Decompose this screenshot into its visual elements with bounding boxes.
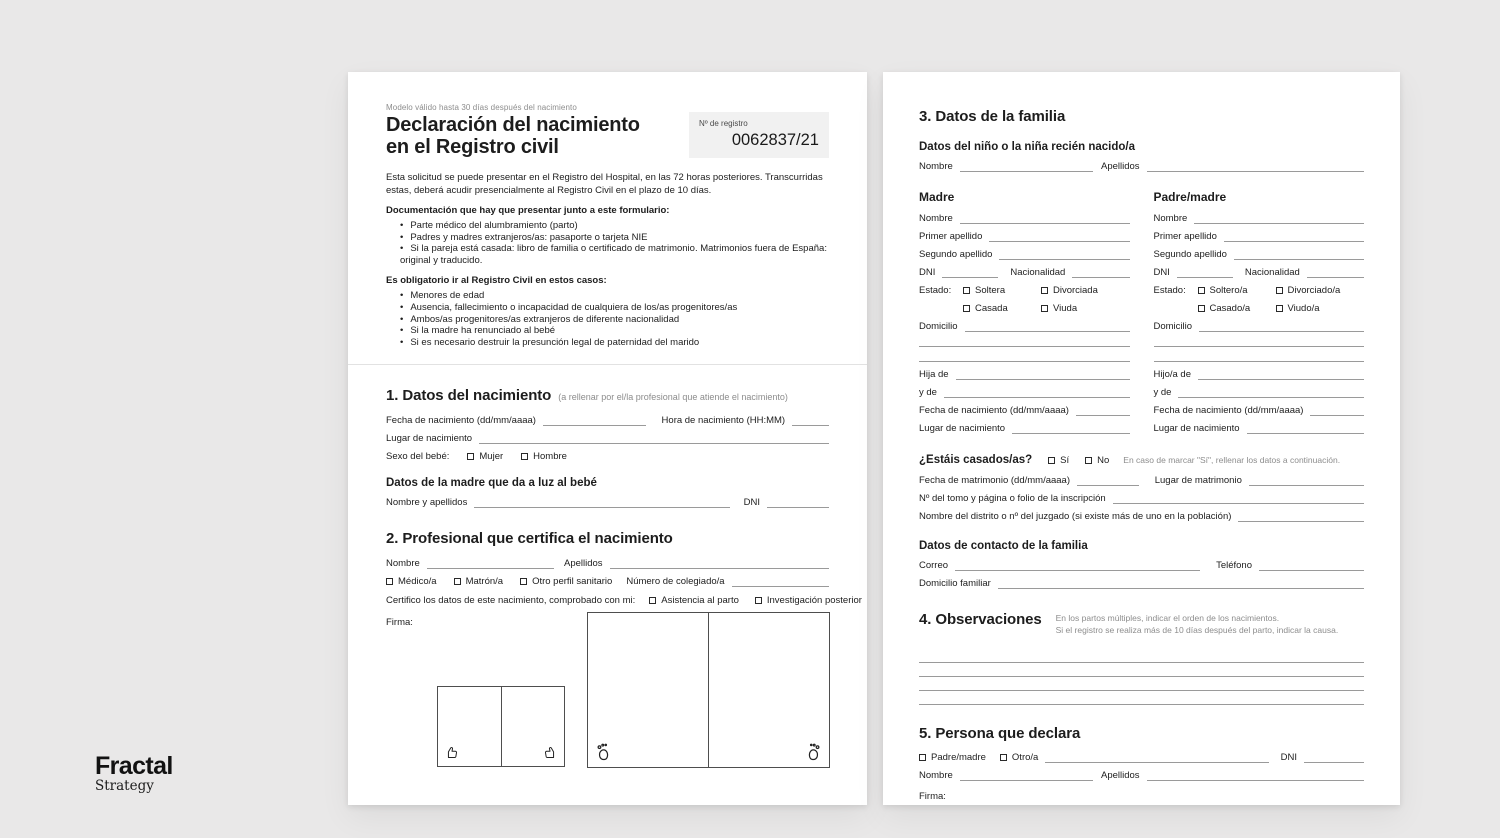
madre-primer-apellido-line[interactable] [989, 231, 1129, 242]
field-label: DNI [1280, 752, 1297, 763]
field-label: Nacionalidad [1244, 267, 1300, 278]
fecha-matrimonio-line[interactable] [1077, 475, 1139, 486]
tomo-line[interactable] [1113, 493, 1364, 504]
thumbprint-left-icon [445, 745, 460, 760]
field-label: Sexo del bebé: [386, 451, 450, 463]
option-label: Padre/madre [931, 752, 986, 763]
option-label: Divorciada [1053, 285, 1098, 296]
option-label: Sí [1060, 454, 1070, 466]
declarante-nombre-line[interactable] [960, 770, 1093, 781]
option-label: Mujer [479, 451, 504, 463]
padre-fecha-nacimiento-line[interactable] [1310, 405, 1364, 416]
field-label: Hija de [919, 369, 949, 380]
madre-heading: Madre [919, 190, 955, 204]
field-label: Segundo apellido [1153, 249, 1227, 260]
field-label: Nombre [1153, 213, 1188, 224]
newborn-heading: Datos del niño o la niña recién nacido/a [919, 141, 1135, 153]
field-label: Número de colegiado/a [626, 576, 725, 588]
registration-number-label: Nº de registro [699, 119, 748, 128]
checkbox-madre-divorciada[interactable] [1041, 287, 1048, 294]
section1-note: (a rellenar por el/la profesional que atiende el nacimiento) [558, 392, 788, 403]
thumbprint-cell-right[interactable] [501, 687, 565, 766]
field-label: Certifico los datos de este nacimiento, comprobado con mi: [386, 595, 636, 607]
docs-list [386, 220, 829, 266]
hora-nacimiento-line[interactable] [792, 415, 829, 426]
padre-column [1154, 190, 1365, 434]
field-label: DNI [919, 267, 936, 278]
checkbox-padre-divorciado[interactable] [1276, 287, 1283, 294]
married-note: En caso de marcar "Sí", rellenar los datos a continuación. [1123, 455, 1341, 465]
option-label: Soltero/a [1209, 285, 1248, 296]
field-label: Segundo apellido [919, 249, 993, 260]
field-label: Teléfono [1216, 560, 1252, 571]
option-label: Otro/a [1011, 752, 1039, 763]
contact-heading: Datos de contacto de la familia [919, 540, 1088, 552]
birth-mother-heading: Datos de la madre que da a luz al bebé [386, 477, 597, 490]
checkbox-padre-casado[interactable] [1198, 305, 1205, 312]
madre-lugar-nacimiento-line[interactable] [1012, 423, 1129, 434]
professional-nombre-line[interactable] [427, 558, 554, 569]
brand-tagline: Strategy [95, 778, 154, 794]
field-label: DNI [1153, 267, 1170, 278]
brand-name: Fractal [95, 752, 173, 780]
birth-place-row [386, 433, 829, 444]
option-label: Investigación posterior [766, 595, 862, 607]
observations-line-4[interactable] [919, 692, 1364, 705]
thumbprint-cell-left[interactable] [438, 687, 501, 766]
checkbox-madre-casada[interactable] [963, 305, 970, 312]
mother-name-dni-row [386, 497, 829, 508]
footprint-cell-right[interactable] [708, 613, 829, 767]
field-label: Lugar de matrimonio [1154, 475, 1242, 486]
list-item: • Ausencia, fallecimiento o incapacidad de cualquiera de los/as progenitores/as [400, 302, 829, 314]
mandatory-heading: Es obligatorio ir al Registro Civil en estos casos: [386, 275, 607, 287]
field-label: Nombre [386, 558, 420, 570]
option-label: Divorciado/a [1287, 285, 1341, 296]
lugar-matrimonio-line[interactable] [1249, 475, 1364, 486]
field-label: y de [919, 387, 937, 398]
option-label: Casado/a [1209, 303, 1251, 314]
field-label: Domicilio familiar [919, 578, 991, 589]
docs-heading: Documentación que hay que presentar junto a este formulario: [386, 205, 670, 216]
padre-nacionalidad-line[interactable] [1307, 267, 1364, 278]
list-item: • Si la pareja está casada: libro de familia o certificado de matrimonio. Matrimonios fuera de España: original y traducido. [400, 243, 829, 266]
model-validity-note: Modelo válido hasta 30 días después del nacimiento [386, 103, 577, 112]
checkbox-casados-si[interactable] [1048, 457, 1055, 464]
observations-line-1[interactable] [919, 650, 1364, 663]
family-address-row [919, 578, 1364, 589]
field-label: Lugar de nacimiento [386, 433, 473, 445]
declarante-dni-line[interactable] [1304, 752, 1364, 763]
field-label: Nombre [919, 161, 953, 172]
list-item: • Padres y madres extranjeros/as: pasaporte o tarjeta NIE [400, 232, 829, 244]
option-label: Casada [975, 303, 1008, 314]
lugar-nacimiento-line[interactable] [479, 433, 829, 444]
checkbox-mujer[interactable] [467, 453, 474, 460]
madre-nombre-line[interactable] [960, 213, 1130, 224]
declarant-name-row [919, 770, 1364, 781]
option-label: Asistencia al parto [661, 595, 739, 607]
footprint-right-icon [804, 740, 822, 761]
list-item: • Parte médico del alumbramiento (parto) [400, 220, 829, 232]
option-label: Soltera [975, 285, 1006, 296]
field-label: Fecha de nacimiento (dd/mm/aaaa) [1153, 405, 1304, 416]
field-label: y de [1153, 387, 1172, 398]
option-label: Matrón/a [465, 576, 504, 588]
section3-heading: 3. Datos de la familia [919, 108, 1066, 125]
checkbox-declarante-otro[interactable] [1000, 754, 1007, 761]
madre-y-de-line[interactable] [944, 387, 1130, 398]
colegiado-line[interactable] [732, 576, 829, 587]
professional-apellidos-line[interactable] [610, 558, 829, 569]
registration-number-box [689, 112, 829, 158]
madre-column [919, 190, 1130, 434]
field-label: Estado: [919, 285, 952, 296]
dni-line[interactable] [767, 497, 829, 508]
nombre-apellidos-line[interactable] [474, 497, 729, 508]
parents-columns [919, 190, 1364, 434]
form-page-2 [883, 72, 1400, 805]
fecha-nacimiento-line[interactable] [543, 415, 646, 426]
baby-sex-row [386, 451, 829, 462]
field-label: Nombre [919, 213, 953, 224]
option-label: Viudo/a [1287, 303, 1320, 314]
field-label: Estado: [1153, 285, 1186, 296]
brand-logo [95, 753, 173, 794]
section5-heading: 5. Persona que declara [919, 725, 1081, 742]
firma-label: Firma: [386, 617, 413, 629]
option-label: Otro perfil sanitario [532, 576, 613, 588]
section2-heading: 2. Profesional que certifica el nacimiento [386, 530, 673, 548]
madre-domicilio-line3[interactable] [919, 349, 1130, 362]
field-label: Domicilio [919, 321, 958, 332]
field-label: Hijo/a de [1153, 369, 1191, 380]
newborn-name-row [919, 161, 1364, 172]
padre-dni-line[interactable] [1177, 267, 1233, 278]
footprint-box [587, 612, 830, 768]
padre-primer-apellido-line[interactable] [1224, 231, 1364, 242]
option-label: Viuda [1053, 303, 1078, 314]
checkbox-otro-perfil[interactable] [520, 578, 527, 585]
madre-domicilio-line[interactable] [965, 321, 1130, 332]
checkbox-padre-soltero[interactable] [1198, 287, 1205, 294]
padre-y-de-line[interactable] [1178, 387, 1364, 398]
field-label: Primer apellido [1153, 231, 1217, 242]
form-title: Declaración del nacimiento en el Registro civil [386, 114, 640, 158]
intro-text: Esta solicitud se puede presentar en el Registro del Hospital, en las 72 horas posteriores. Transcurridas estas, deberá acudir presencialmente al Registro Civil en el plazo de 10 días. [386, 172, 823, 196]
madre-nacionalidad-line[interactable] [1072, 267, 1129, 278]
professional-profile-row [386, 576, 829, 587]
section4-heading: 4. Observaciones [919, 611, 1042, 628]
field-label: Fecha de matrimonio (dd/mm/aaaa) [919, 475, 1071, 486]
list-item: • Si la madre ha renunciado al bebé [400, 325, 829, 337]
madre-segundo-apellido-line[interactable] [999, 249, 1129, 260]
field-label: Fecha de nacimiento (dd/mm/aaaa) [919, 405, 1069, 416]
option-label: No [1097, 454, 1110, 466]
tomo-row [919, 493, 1364, 504]
form-page-1 [348, 72, 867, 805]
domicilio-familiar-line[interactable] [998, 578, 1364, 589]
checkbox-medico[interactable] [386, 578, 393, 585]
observations-note: En los partos múltiples, indicar el orden de los nacimientos. Si el registro se realiza más de 10 días después del parto, indicar la causa. [1055, 613, 1339, 635]
newborn-apellidos-line[interactable] [1147, 161, 1364, 172]
declarant-type-row [919, 752, 1364, 763]
footprint-left-icon [595, 740, 613, 761]
mandatory-list [386, 290, 829, 348]
field-label: Apellidos [1101, 161, 1140, 172]
field-label: Correo [919, 560, 949, 571]
telefono-line[interactable] [1259, 560, 1364, 571]
married-question-row [919, 454, 1364, 466]
form-header [386, 114, 829, 158]
marriage-date-place-row [919, 475, 1364, 486]
padre-lugar-nacimiento-line[interactable] [1247, 423, 1364, 434]
padre-domicilio-line2[interactable] [1154, 334, 1365, 347]
field-label: Domicilio [1153, 321, 1193, 332]
checkbox-hombre[interactable] [521, 453, 528, 460]
checkbox-madre-viuda[interactable] [1041, 305, 1048, 312]
declarante-otro-line[interactable] [1045, 752, 1268, 763]
checkbox-declarante-padre-madre[interactable] [919, 754, 926, 761]
padre-domicilio-line3[interactable] [1154, 349, 1365, 362]
observations-header [919, 611, 1364, 636]
field-label: Apellidos [564, 558, 603, 570]
newborn-nombre-line[interactable] [960, 161, 1093, 172]
field-label: Nº del tomo y página o folio de la inscripción [919, 493, 1106, 504]
madre-fecha-nacimiento-line[interactable] [1076, 405, 1130, 416]
observations-line-3[interactable] [919, 678, 1364, 691]
field-label: Nombre y apellidos [386, 497, 468, 509]
birth-date-time-row [386, 415, 829, 426]
checkbox-investigacion-posterior[interactable] [755, 597, 762, 604]
madre-domicilio-line2[interactable] [919, 334, 1130, 347]
footprint-cell-left[interactable] [588, 613, 708, 767]
padre-heading: Padre/madre [1153, 190, 1227, 204]
padre-nombre-line[interactable] [1194, 213, 1364, 224]
declarante-apellidos-line[interactable] [1147, 770, 1364, 781]
section1-heading: 1. Datos del nacimiento [386, 387, 552, 405]
option-label: Médico/a [398, 576, 437, 588]
field-label: Lugar de nacimiento [919, 423, 1006, 434]
contact-row [919, 560, 1364, 571]
field-label: Nacionalidad [1010, 267, 1066, 278]
list-item: • Ambos/as progenitores/as extranjeros de diferente nacionalidad [400, 314, 829, 326]
thumbprint-box [437, 686, 565, 767]
correo-line[interactable] [955, 560, 1200, 571]
declarante-firma-label: Firma: [919, 791, 946, 802]
madre-dni-line[interactable] [942, 267, 998, 278]
checkbox-asistencia-parto[interactable] [649, 597, 656, 604]
married-question: ¿Estáis casados/as? [919, 454, 1033, 466]
field-label: Primer apellido [919, 231, 983, 242]
padre-segundo-apellido-line[interactable] [1234, 249, 1364, 260]
distrito-line[interactable] [1238, 511, 1364, 522]
checkbox-casados-no[interactable] [1085, 457, 1092, 464]
registration-number-value: 0062837/21 [731, 131, 819, 149]
distrito-row [919, 511, 1364, 522]
field-label: Lugar de nacimiento [1153, 423, 1240, 434]
option-label: Hombre [533, 451, 567, 463]
checkbox-matron[interactable] [454, 578, 461, 585]
field-label: Apellidos [1101, 770, 1140, 781]
certification-row [386, 595, 862, 607]
list-item: • Si es necesario destruir la presunción legal de paternidad del marido [400, 337, 829, 349]
field-label: Hora de nacimiento (HH:MM) [661, 415, 786, 427]
field-label: DNI [743, 497, 760, 509]
professional-name-row [386, 558, 829, 569]
checkbox-padre-viudo[interactable] [1276, 305, 1283, 312]
padre-hijo-de-line[interactable] [1198, 369, 1364, 380]
field-label: Fecha de nacimiento (dd/mm/aaaa) [386, 415, 536, 427]
checkbox-madre-soltera[interactable] [963, 287, 970, 294]
field-label: Nombre del distrito o nº del juzgado (si existe más de uno en la población) [919, 511, 1232, 522]
field-label: Nombre [919, 770, 953, 781]
list-item: • Menores de edad [400, 290, 829, 302]
padre-domicilio-line[interactable] [1199, 321, 1364, 332]
observations-line-2[interactable] [919, 664, 1364, 677]
thumbprint-right-icon [542, 745, 557, 760]
section-divider [348, 364, 867, 365]
madre-hija-de-line[interactable] [956, 369, 1130, 380]
